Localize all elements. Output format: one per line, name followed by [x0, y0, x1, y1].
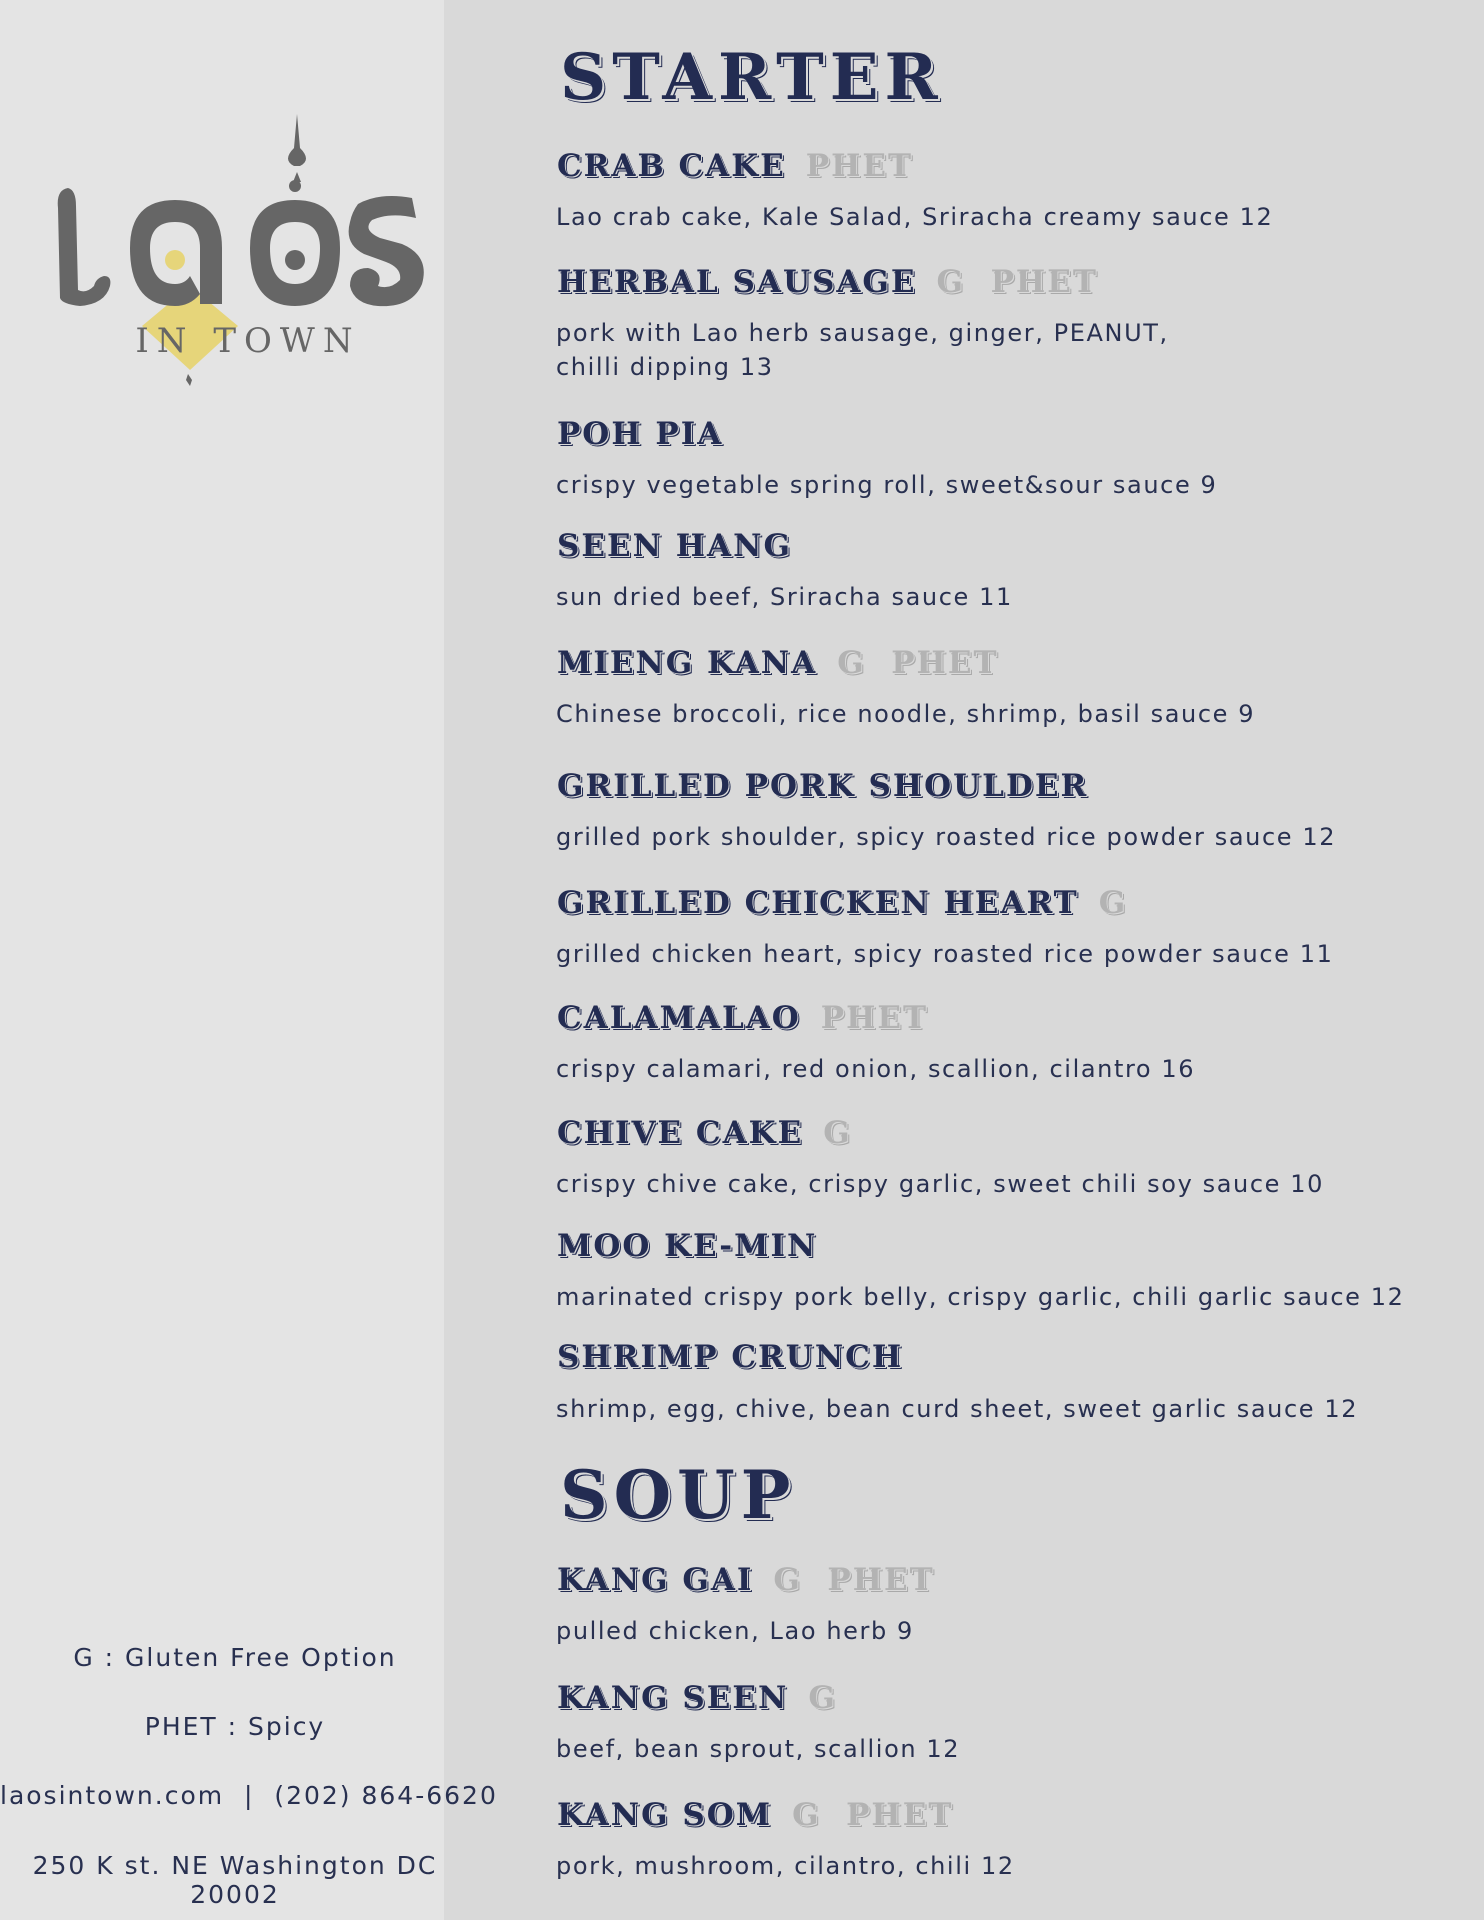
- menu-item-name: KANG SEEN G: [557, 1680, 837, 1716]
- menu-item-description: pork with Lao herb sausage, ginger, PEANUT,: [556, 319, 1169, 347]
- menu-item-name: KANG GAI G PHET: [557, 1562, 935, 1598]
- menu-item-name: SEEN HANG: [557, 528, 792, 564]
- dietary-tag: G PHET: [792, 1797, 954, 1833]
- dietary-tag: PHET: [805, 148, 914, 184]
- legend-gluten-free: G : Gluten Free Option: [73, 1643, 397, 1672]
- address: 250 K st. NE Washington DC 20002: [32, 1851, 438, 1909]
- dietary-tag: G: [1098, 885, 1128, 921]
- menu-item-description: shrimp, egg, chive, bean curd sheet, sweet garlic sauce 12: [556, 1395, 1359, 1423]
- menu-item-description: crispy vegetable spring roll, sweet&sour sauce 9: [556, 471, 1218, 499]
- dietary-tag: G: [808, 1680, 837, 1716]
- dietary-tag: PHET: [820, 1000, 929, 1036]
- menu-item-description: crispy calamari, red onion, scallion, cilantro 16: [556, 1055, 1196, 1083]
- menu-item-name: MOO KE-MIN: [557, 1228, 818, 1264]
- menu-item-description: pulled chicken, Lao herb 9: [556, 1617, 914, 1645]
- menu-item-description: grilled pork shoulder, spicy roasted rice powder sauce 12: [556, 823, 1337, 851]
- section-title-soup: SOUP: [560, 1456, 797, 1534]
- menu-item-name: CHIVE CAKE G: [557, 1115, 852, 1151]
- menu-item-description: grilled chicken heart, spicy roasted rice powder sauce 11: [556, 940, 1334, 968]
- dietary-tag: G PHET: [837, 645, 999, 681]
- menu-item-name: HERBAL SAUSAGE G PHET: [557, 264, 1098, 300]
- section-title-starter: STARTER: [560, 40, 944, 115]
- menu-item-description-cont: chilli dipping 13: [556, 353, 774, 381]
- menu-item-description: Lao crab cake, Kale Salad, Sriracha creamy sauce 12: [556, 203, 1274, 231]
- contact-info: laosintown.com | (202) 864-6620: [0, 1781, 498, 1810]
- menu-item-description: sun dried beef, Sriracha sauce 11: [556, 583, 1013, 611]
- menu-item-description: pork, mushroom, cilantro, chili 12: [556, 1852, 1015, 1880]
- menu-item-name: GRILLED PORK SHOULDER: [557, 768, 1089, 804]
- dietary-tag: G: [823, 1115, 852, 1151]
- menu-item-description: Chinese broccoli, rice noodle, shrimp, basil sauce 9: [556, 700, 1256, 728]
- dietary-tag: G PHET: [773, 1562, 935, 1598]
- logo-tagline: IN TOWN: [135, 321, 361, 361]
- menu-item-name: SHRIMP CRUNCH: [557, 1339, 904, 1375]
- menu-item-name: CALAMALAO PHET: [557, 1000, 929, 1036]
- menu-item-name: MIENG KANA G PHET: [557, 645, 999, 681]
- legend-spicy: PHET : Spicy: [144, 1712, 326, 1741]
- menu-item-description: crispy chive cake, crispy garlic, sweet chili soy sauce 10: [556, 1170, 1324, 1198]
- menu-item-name: GRILLED CHICKEN HEART G: [557, 885, 1128, 921]
- menu-item-name: CRAB CAKE PHET: [557, 148, 914, 184]
- menu-item-name: POH PIA: [557, 416, 724, 452]
- menu-item-name: KANG SOM G PHET: [557, 1797, 954, 1833]
- menu-item-description: marinated crispy pork belly, crispy garlic, chili garlic sauce 12: [556, 1283, 1405, 1311]
- menu-item-description: beef, bean sprout, scallion 12: [556, 1735, 961, 1763]
- dietary-tag: G PHET: [936, 264, 1098, 300]
